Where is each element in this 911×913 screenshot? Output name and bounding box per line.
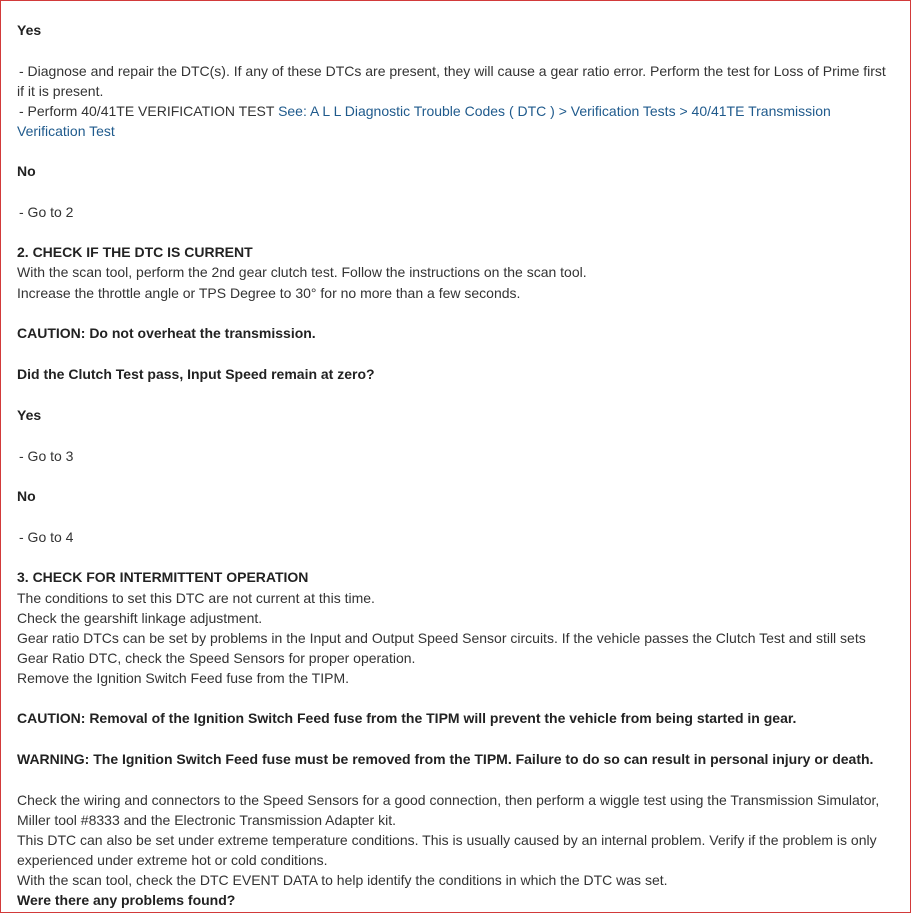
go-to-3-step: - Go to 3 — [19, 448, 74, 464]
step-2-instruction-1: With the scan tool, perform the 2nd gear clutch test. Follow the instructions on the scan tool. — [17, 264, 587, 280]
step-2-instruction-2: Increase the throttle angle or TPS Degree to 30° for no more than a few seconds. — [17, 285, 521, 301]
temperature-text-1: This DTC can also be set under extreme temperature conditions. This is usually caused by an internal problem. Verify if the problem is only — [17, 832, 877, 848]
verification-test-step — [17, 101, 902, 121]
step-3-text-5: Remove the Ignition Switch Feed fuse from the TIPM. — [17, 670, 350, 686]
step-3-text-1: The conditions to set this DTC are not current at this time. — [17, 590, 375, 606]
step-3-text-2: Check the gearshift linkage adjustment. — [17, 610, 263, 626]
go-to-4-step: - Go to 4 — [19, 529, 74, 545]
verification-test-link-continued[interactable]: Verification Test — [17, 123, 115, 139]
step-3-heading: 3. CHECK FOR INTERMITTENT OPERATION — [17, 569, 309, 585]
step-3-text-4: Gear Ratio DTC, check the Speed Sensors for proper operation. — [17, 650, 416, 666]
diagnose-step-line-1: - Diagnose and repair the DTC(s). If any of these DTCs are present, they will cause a gear ratio error. Perform the test for Loss of Prime first — [19, 63, 886, 79]
diagnose-step-line-2: if it is present. — [17, 83, 104, 99]
step-2-heading: 2. CHECK IF THE DTC IS CURRENT — [17, 244, 253, 260]
go-to-2-step: - Go to 2 — [19, 204, 74, 220]
wiggle-test-text-1: Check the wiring and connectors to the Speed Sensors for a good connection, then perform a wiggle test using the Transmission Simulator, — [17, 792, 880, 808]
warning-ignition-fuse: WARNING: The Ignition Switch Feed fuse must be removed from the TIPM. Failure to do so can result in personal injury or death. — [17, 751, 874, 767]
answer-yes-heading: Yes — [17, 407, 42, 423]
event-data-text: With the scan tool, check the DTC EVENT DATA to help identify the conditions in which the DTC was set. — [17, 872, 668, 888]
problems-found-question: Were there any problems found? — [17, 892, 236, 908]
answer-no-heading: No — [17, 488, 36, 504]
verification-test-text: - Perform 40/41TE VERIFICATION TEST — [19, 103, 279, 119]
step-3-text-3: Gear ratio DTCs can be set by problems in the Input and Output Speed Sensor circuits. If the vehicle passes the Clutch Test and still sets — [17, 630, 866, 646]
wiggle-test-text-2: Miller tool #8333 and the Electronic Transmission Adapter kit. — [17, 812, 396, 828]
answer-yes-heading: Yes — [17, 22, 42, 38]
temperature-text-2: experienced under extreme hot or cold conditions. — [17, 852, 328, 868]
verification-test-link[interactable]: See: A L L Diagnostic Trouble Codes ( DTC ) > Verification Tests > 40/41TE Transmission — [278, 103, 831, 119]
clutch-test-question: Did the Clutch Test pass, Input Speed remain at zero? — [17, 366, 375, 382]
caution-ignition-fuse: CAUTION: Removal of the Ignition Switch Feed fuse from the TIPM will prevent the vehicle from being started in gear. — [17, 710, 797, 726]
answer-no-heading: No — [17, 163, 36, 179]
caution-overheat: CAUTION: Do not overheat the transmission. — [17, 325, 316, 341]
